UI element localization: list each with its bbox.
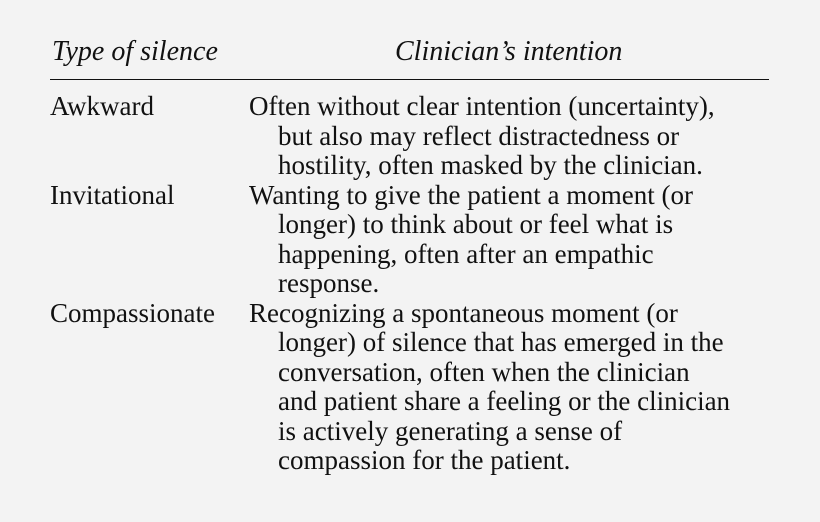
header-type-of-silence: Type of silence [52,36,218,67]
table-body [0,92,820,476]
intention-cell [249,181,779,299]
table-header [0,32,820,72]
intention-line: and patient share a feeling or the clinician [278,386,731,416]
table-row-invitational [0,181,820,299]
header-clinician-intention: Clinician’s intention [395,36,623,67]
silence-type-cell: Awkward [50,91,154,121]
silence-type-cell: Compassionate [50,297,215,328]
intention-line: happening, often after an empathic [278,238,654,269]
table-row-awkward [0,92,820,181]
intention-line: conversation, often when the clinician [278,356,690,387]
intention-line: compassion for the patient. [278,445,571,475]
header-divider [50,79,769,80]
silence-type-cell: Invitational [50,179,175,210]
intention-line: Often without clear intention (uncertainty), [249,91,715,121]
intention-line: but also may reflect distractedness or [278,120,680,151]
intention-cell [249,299,779,476]
intention-line: response. [278,268,380,298]
table-row-compassionate [0,299,820,476]
intention-line: is actively generating a sense of [278,415,623,446]
intention-line: hostility, often masked by the clinician. [278,150,703,180]
intention-line: longer) to think about or feel what is [278,209,674,239]
intention-line: Wanting to give the patient a moment (or [249,179,693,210]
intention-line: longer) of silence that has emerged in the [278,327,724,357]
intention-cell [249,92,779,181]
intention-line: Recognizing a spontaneous moment (or [249,297,678,328]
